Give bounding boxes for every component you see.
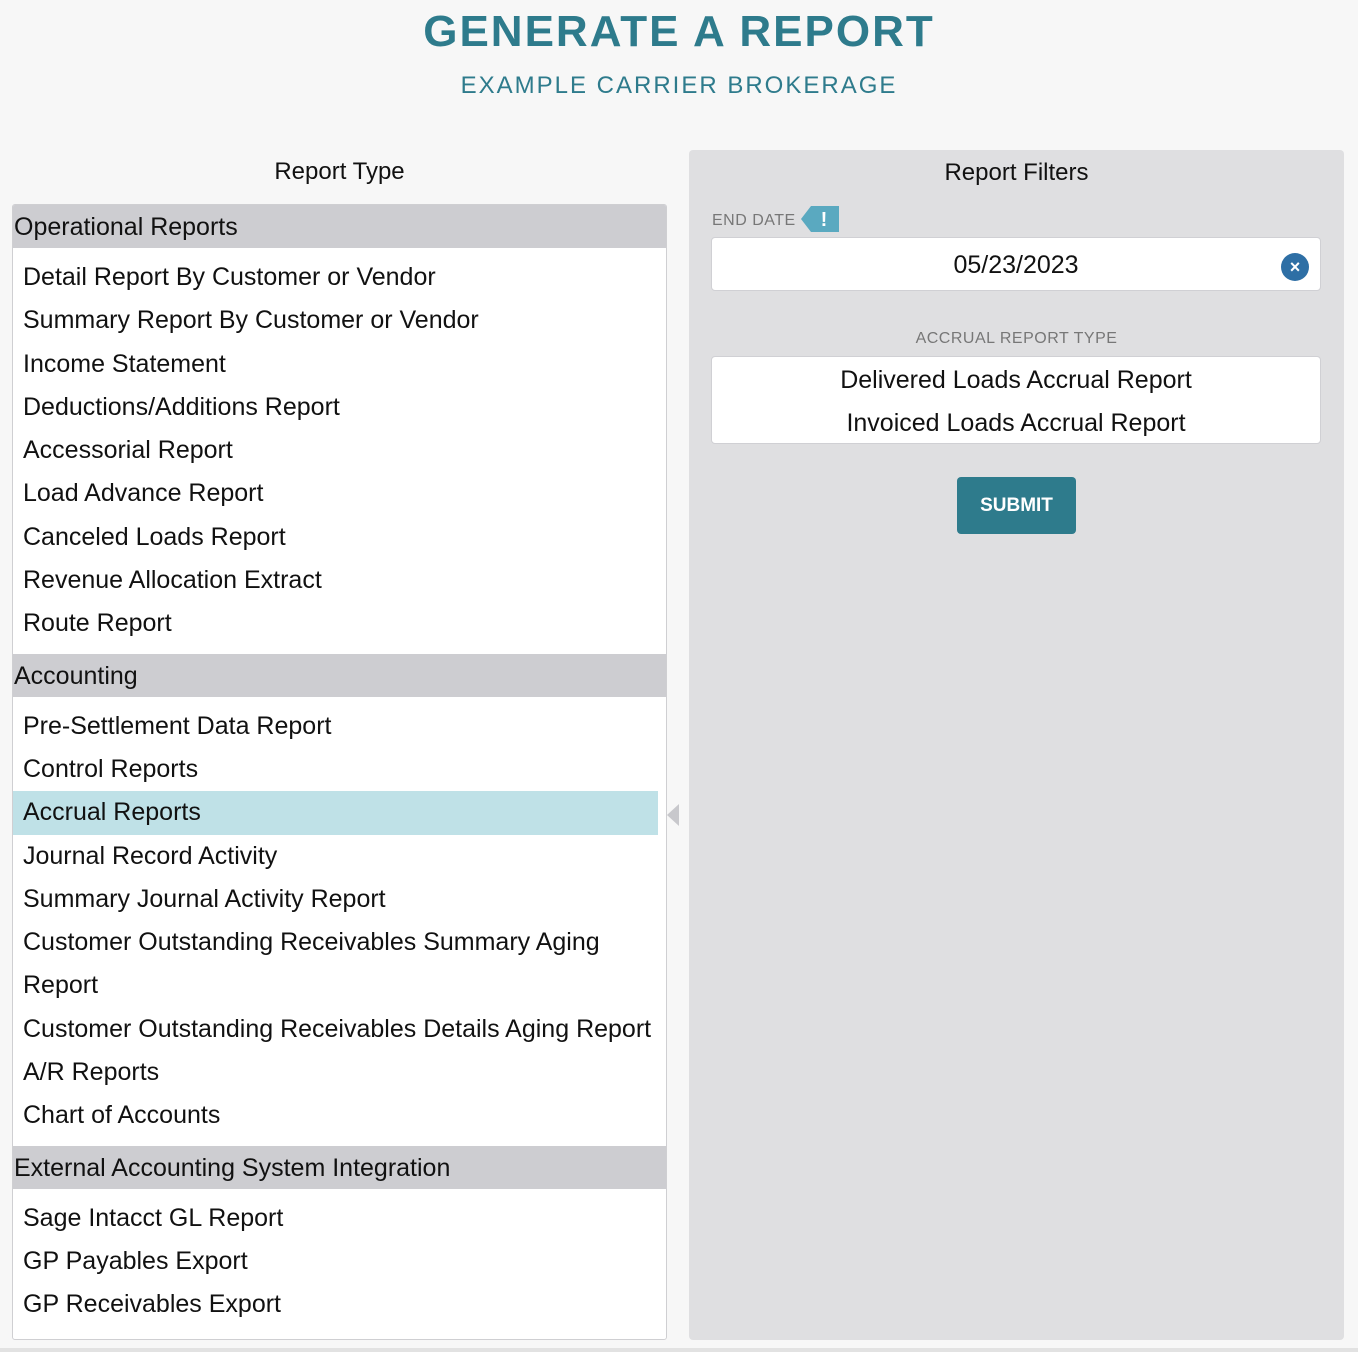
accrual-report-type-label: ACCRUAL REPORT TYPE	[915, 330, 1118, 347]
report-item[interactable]: GP Payables Export	[23, 1246, 248, 1275]
required-alert-icon	[801, 206, 839, 232]
report-item[interactable]: Canceled Loads Report	[23, 522, 286, 551]
report-item[interactable]: Pre-Settlement Data Report	[23, 711, 332, 740]
report-item[interactable]: Summary Report By Customer or Vendor	[23, 306, 479, 335]
required-alert-mark: !	[820, 209, 828, 231]
report-item[interactable]: Control Reports	[23, 754, 199, 783]
report-item-selected[interactable]: Accrual Reports	[13, 791, 658, 834]
end-date-label: END DATE	[712, 212, 796, 229]
page-title: GENERATE A REPORT	[423, 7, 935, 56]
group-header-accounting[interactable]: Accounting	[13, 654, 666, 697]
accrual-report-type-options	[711, 356, 1321, 444]
report-item[interactable]: Customer Outstanding Receivables Summary Aging	[23, 928, 600, 957]
collapse-panel-arrow-icon[interactable]	[667, 804, 679, 826]
group-header-external-accounting[interactable]: External Accounting System Integration	[13, 1146, 666, 1189]
accrual-option-invoiced[interactable]: Invoiced Loads Accrual Report	[846, 409, 1186, 437]
report-item[interactable]: Customer Outstanding Receivables Details Aging Report	[23, 1014, 652, 1043]
report-item[interactable]: Deductions/Additions Report	[23, 392, 340, 421]
report-item[interactable]: Report	[23, 971, 99, 1000]
report-filters-panel	[689, 150, 1344, 1340]
report-item[interactable]: Chart of Accounts	[23, 1101, 221, 1130]
report-item[interactable]: Sage Intacct GL Report	[23, 1203, 284, 1232]
report-item[interactable]: Journal Record Activity	[23, 841, 278, 870]
page-subtitle: EXAMPLE CARRIER BROKERAGE	[460, 72, 898, 99]
report-type-heading: Report Type	[274, 158, 405, 185]
bottom-divider	[0, 1348, 1358, 1352]
report-item[interactable]: Accessorial Report	[23, 436, 233, 465]
clear-date-icon[interactable]: ×	[1281, 253, 1309, 281]
report-item[interactable]: Revenue Allocation Extract	[23, 566, 322, 595]
accrual-option-delivered[interactable]: Delivered Loads Accrual Report	[840, 366, 1192, 394]
group-operational-reports	[13, 248, 666, 654]
report-item[interactable]: Route Report	[23, 609, 172, 638]
group-header-operational-reports[interactable]: Operational Reports	[13, 205, 666, 248]
report-item[interactable]: Load Advance Report	[23, 479, 264, 508]
end-date-input[interactable]: 05/23/2023	[711, 237, 1321, 291]
report-item[interactable]: Summary Journal Activity Report	[23, 884, 386, 913]
group-external-accounting	[13, 1189, 666, 1335]
report-item[interactable]: Detail Report By Customer or Vendor	[23, 263, 436, 291]
report-type-list	[12, 204, 667, 1340]
report-item[interactable]: GP Receivables Export	[23, 1290, 281, 1319]
report-item[interactable]: Income Statement	[23, 349, 226, 378]
submit-button[interactable]: SUBMIT	[957, 477, 1076, 534]
report-item[interactable]: A/R Reports	[23, 1058, 160, 1087]
report-filters-heading: Report Filters	[944, 159, 1089, 186]
group-accounting	[13, 697, 666, 1146]
